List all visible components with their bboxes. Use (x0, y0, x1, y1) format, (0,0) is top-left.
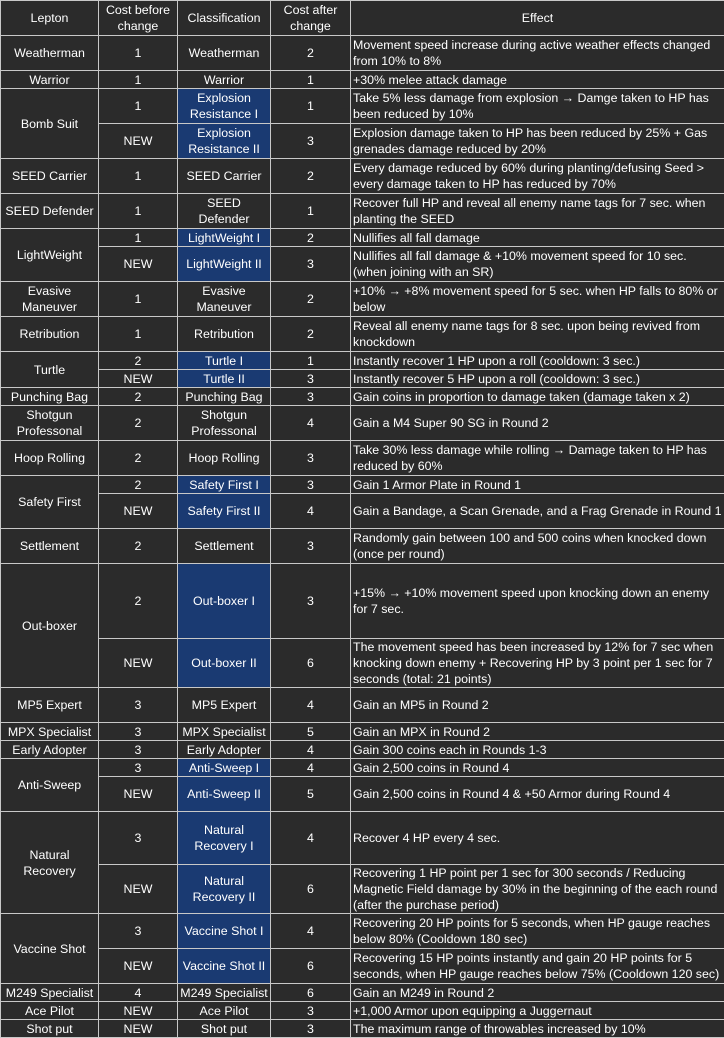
table-row (1, 124, 724, 159)
cost-before: 3 (99, 914, 178, 949)
cost-after: 4 (271, 741, 351, 759)
lepton-name: Shotgun Professonal (1, 406, 99, 441)
classification: Early Adopter (178, 741, 271, 759)
cost-before: NEW (99, 865, 178, 914)
lepton-name: Evasive Maneuver (1, 282, 99, 317)
cost-before: NEW (99, 247, 178, 282)
cost-after: 3 (271, 124, 351, 159)
cost-before: 3 (99, 688, 178, 723)
effect: Reveal all enemy name tags for 8 sec. upon being revived from knockdown (351, 317, 724, 352)
lepton-name: MP5 Expert (1, 688, 99, 723)
table-row (1, 865, 724, 914)
lepton-name: Retribution (1, 317, 99, 352)
lepton-name: SEED Defender (1, 194, 99, 229)
table-row (1, 194, 724, 229)
cost-before: 3 (99, 741, 178, 759)
lepton-name: Ace Pilot (1, 1002, 99, 1020)
lepton-name: Shot put (1, 1020, 99, 1038)
table-row (1, 317, 724, 352)
lepton-name: Natural Recovery (1, 812, 99, 914)
cost-after: 2 (271, 282, 351, 317)
cost-after: 4 (271, 914, 351, 949)
table-row (1, 406, 724, 441)
classification: Explosion Resistance I (178, 89, 271, 124)
table-body (1, 36, 724, 1038)
table-row (1, 529, 724, 564)
classification: Settlement (178, 529, 271, 564)
classification: Weatherman (178, 36, 271, 71)
cost-before: 2 (99, 529, 178, 564)
cost-after: 3 (271, 441, 351, 476)
cost-after: 3 (271, 564, 351, 639)
classification: Anti-Sweep II (178, 777, 271, 812)
classification: Out-boxer I (178, 564, 271, 639)
classification: Punching Bag (178, 388, 271, 406)
table-row (1, 777, 724, 812)
lepton-name: M249 Specialist (1, 984, 99, 1002)
cost-after: 3 (271, 476, 351, 494)
cost-before: 2 (99, 476, 178, 494)
effect: Movement speed increase during active weather effects changed from 10% to 8% (351, 36, 724, 71)
classification: Vaccine Shot I (178, 914, 271, 949)
table-row (1, 352, 724, 370)
lepton-name: Safety First (1, 476, 99, 529)
classification: SEED Carrier (178, 159, 271, 194)
effect: Gain an MPX in Round 2 (351, 723, 724, 741)
cost-after: 4 (271, 812, 351, 865)
effect: Recovering 1 HP point per 1 sec for 300 seconds / Reducing Magnetic Field damage by 30% in the beginning of the each round (after the purchase period) (351, 865, 724, 914)
lepton-name: Bomb Suit (1, 89, 99, 159)
lepton-name: SEED Carrier (1, 159, 99, 194)
cost-before: 2 (99, 564, 178, 639)
cost-before: 1 (99, 317, 178, 352)
cost-after: 3 (271, 1020, 351, 1038)
classification: Natural Recovery I (178, 812, 271, 865)
lepton-name: MPX Specialist (1, 723, 99, 741)
table-row (1, 441, 724, 476)
table-row (1, 1020, 724, 1038)
classification: Vaccine Shot II (178, 949, 271, 984)
effect: Recovering 20 HP points for 5 seconds, when HP gauge reaches below 80% (Cooldown 180 sec) (351, 914, 724, 949)
cost-before: 2 (99, 406, 178, 441)
classification: SEED Defender (178, 194, 271, 229)
table-row (1, 914, 724, 949)
effect: +1,000 Armor upon equipping a Juggernaut (351, 1002, 724, 1020)
classification: Explosion Resistance II (178, 124, 271, 159)
classification: Turtle I (178, 352, 271, 370)
cost-after: 2 (271, 159, 351, 194)
classification: Ace Pilot (178, 1002, 271, 1020)
cost-after: 4 (271, 759, 351, 777)
lepton-name: Warrior (1, 71, 99, 89)
effect: Recover full HP and reveal all enemy name tags for 7 sec. when planting the SEED (351, 194, 724, 229)
effect: Nullifies all fall damage & +10% movement speed for 10 sec. (when joining with an SR) (351, 247, 724, 282)
effect: Take 30% less damage while rolling → Damage taken to HP has reduced by 60% (351, 441, 724, 476)
cost-after: 6 (271, 639, 351, 688)
effect: The maximum range of throwables increased by 10% (351, 1020, 724, 1038)
cost-after: 4 (271, 406, 351, 441)
cost-before: 2 (99, 388, 178, 406)
table-row (1, 229, 724, 247)
effect: Gain 2,500 coins in Round 4 & +50 Armor during Round 4 (351, 777, 724, 812)
header-cost-after: Cost after change (271, 1, 351, 36)
lepton-name: Settlement (1, 529, 99, 564)
classification: Shotgun Professonal (178, 406, 271, 441)
effect: Recover 4 HP every 4 sec. (351, 812, 724, 865)
lepton-name: Early Adopter (1, 741, 99, 759)
table-row (1, 723, 724, 741)
cost-after: 6 (271, 984, 351, 1002)
cost-after: 3 (271, 370, 351, 388)
effect: Instantly recover 5 HP upon a roll (cooldown: 3 sec.) (351, 370, 724, 388)
effect: Every damage reduced by 60% during planting/defusing Seed > every damage taken to HP has reduced by 70% (351, 159, 724, 194)
table-row (1, 564, 724, 639)
lepton-name: LightWeight (1, 229, 99, 282)
cost-before: 1 (99, 282, 178, 317)
cost-after: 6 (271, 949, 351, 984)
classification: MPX Specialist (178, 723, 271, 741)
effect: Randomly gain between 100 and 500 coins when knocked down (once per round) (351, 529, 724, 564)
lepton-name: Hoop Rolling (1, 441, 99, 476)
effect: +10% → +8% movement speed for 5 sec. when HP falls to 80% or below (351, 282, 724, 317)
effect: Gain a M4 Super 90 SG in Round 2 (351, 406, 724, 441)
effect: Explosion damage taken to HP has been reduced by 25% + Gas grenades damage reduced by 20% (351, 124, 724, 159)
effect: Recovering 15 HP points instantly and gain 20 HP points for 5 seconds, when HP gauge reaches below 75% (Cooldown 120 sec) (351, 949, 724, 984)
table-row (1, 36, 724, 71)
classification: M249 Specialist (178, 984, 271, 1002)
table-row (1, 812, 724, 865)
cost-before: 1 (99, 159, 178, 194)
cost-before: 1 (99, 71, 178, 89)
cost-before: 1 (99, 229, 178, 247)
cost-before: NEW (99, 494, 178, 529)
cost-after: 2 (271, 36, 351, 71)
effect: Instantly recover 1 HP upon a roll (cooldown: 3 sec.) (351, 352, 724, 370)
lepton-name: Vaccine Shot (1, 914, 99, 984)
cost-after: 3 (271, 1002, 351, 1020)
cost-after: 3 (271, 388, 351, 406)
classification: MP5 Expert (178, 688, 271, 723)
classification: Turtle II (178, 370, 271, 388)
table-row (1, 741, 724, 759)
cost-before: 3 (99, 759, 178, 777)
table-row (1, 71, 724, 89)
effect: Gain a Bandage, a Scan Grenade, and a Frag Grenade in Round 1 (351, 494, 724, 529)
lepton-name: Weatherman (1, 36, 99, 71)
effect: Gain 1 Armor Plate in Round 1 (351, 476, 724, 494)
cost-after: 6 (271, 865, 351, 914)
lepton-name: Anti-Sweep (1, 759, 99, 812)
header-lepton: Lepton (1, 1, 99, 36)
cost-after: 3 (271, 529, 351, 564)
table-row (1, 282, 724, 317)
table-row (1, 759, 724, 777)
cost-after: 2 (271, 317, 351, 352)
table-row (1, 984, 724, 1002)
cost-after: 3 (271, 247, 351, 282)
classification: Hoop Rolling (178, 441, 271, 476)
cost-before: 1 (99, 194, 178, 229)
cost-before: 2 (99, 441, 178, 476)
header-classification: Classification (178, 1, 271, 36)
effect: Take 5% less damage from explosion → Damge taken to HP has been reduced by 10% (351, 89, 724, 124)
classification: Anti-Sweep I (178, 759, 271, 777)
cost-before: NEW (99, 777, 178, 812)
classification: Safety First I (178, 476, 271, 494)
classification: Retribution (178, 317, 271, 352)
cost-after: 1 (271, 89, 351, 124)
cost-before: NEW (99, 124, 178, 159)
classification: Shot put (178, 1020, 271, 1038)
cost-after: 2 (271, 229, 351, 247)
header-effect: Effect (351, 1, 724, 36)
table-row (1, 388, 724, 406)
classification: LightWeight II (178, 247, 271, 282)
table-row (1, 247, 724, 282)
classification: Natural Recovery II (178, 865, 271, 914)
header-cost-before: Cost before change (99, 1, 178, 36)
effect: Gain 2,500 coins in Round 4 (351, 759, 724, 777)
table-row (1, 949, 724, 984)
cost-before: NEW (99, 949, 178, 984)
cost-before: 4 (99, 984, 178, 1002)
effect: Nullifies all fall damage (351, 229, 724, 247)
lepton-name: Turtle (1, 352, 99, 388)
cost-after: 1 (271, 352, 351, 370)
cost-before: 2 (99, 352, 178, 370)
header-row (1, 1, 724, 36)
cost-before: 1 (99, 89, 178, 124)
lepton-name: Out-boxer (1, 564, 99, 688)
lepton-name: Punching Bag (1, 388, 99, 406)
effect: Gain 300 coins each in Rounds 1-3 (351, 741, 724, 759)
cost-before: 3 (99, 723, 178, 741)
cost-after: 1 (271, 71, 351, 89)
cost-after: 5 (271, 777, 351, 812)
table-row (1, 370, 724, 388)
effect: +30% melee attack damage (351, 71, 724, 89)
classification: Evasive Maneuver (178, 282, 271, 317)
cost-before: 3 (99, 812, 178, 865)
effect: Gain an M249 in Round 2 (351, 984, 724, 1002)
cost-before: 1 (99, 36, 178, 71)
table-row (1, 159, 724, 194)
cost-before: NEW (99, 370, 178, 388)
table-row (1, 89, 724, 124)
effect: The movement speed has been increased by 12% for 7 sec when knocking down enemy + Recovering HP by 3 point per 1 sec for 7 seconds (total: 21 points) (351, 639, 724, 688)
effect: Gain an MP5 in Round 2 (351, 688, 724, 723)
effect: Gain coins in proportion to damage taken (damage taken x 2) (351, 388, 724, 406)
table-row (1, 688, 724, 723)
classification: Safety First II (178, 494, 271, 529)
classification: LightWeight I (178, 229, 271, 247)
cost-after: 5 (271, 723, 351, 741)
table-row (1, 494, 724, 529)
cost-before: NEW (99, 1020, 178, 1038)
cost-after: 1 (271, 194, 351, 229)
cost-before: NEW (99, 639, 178, 688)
classification: Warrior (178, 71, 271, 89)
effect: +15% → +10% movement speed upon knocking down an enemy for 7 sec. (351, 564, 724, 639)
cost-before: NEW (99, 1002, 178, 1020)
table-row (1, 1002, 724, 1020)
cost-after: 4 (271, 494, 351, 529)
classification: Out-boxer II (178, 639, 271, 688)
table-row (1, 639, 724, 688)
table-row (1, 476, 724, 494)
cost-after: 4 (271, 688, 351, 723)
